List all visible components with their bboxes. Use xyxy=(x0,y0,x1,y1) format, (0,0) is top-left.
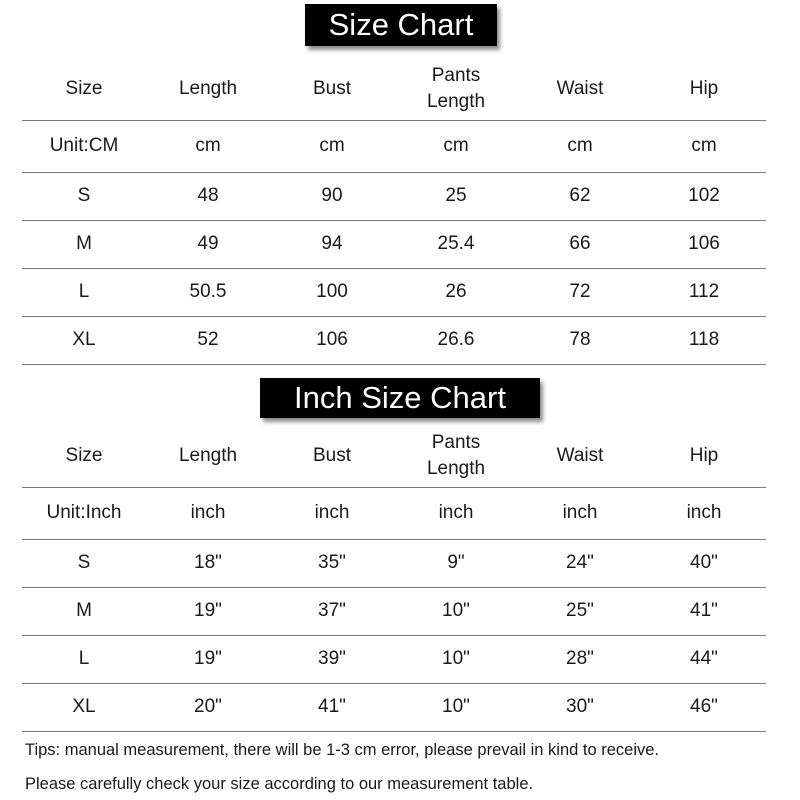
table-cell: 18" xyxy=(146,539,270,587)
size-cell: L xyxy=(22,635,146,683)
table-cell: 78 xyxy=(518,316,642,364)
tip-measurement-error: Tips: manual measurement, there will be 1-3 cm error, please prevail in kind to receive. xyxy=(25,741,660,759)
header-pants-length-text: Pants Length xyxy=(426,64,486,112)
table-cell: 44" xyxy=(642,635,766,683)
table-cell: 19" xyxy=(146,587,270,635)
table-cell: 25.4 xyxy=(394,220,518,268)
unit-cell: Unit:CM xyxy=(22,120,146,172)
size-cell: M xyxy=(22,220,146,268)
table-cell: 106 xyxy=(642,220,766,268)
inch-size-table xyxy=(22,425,766,732)
size-cell: M xyxy=(22,587,146,635)
table-cell: 10" xyxy=(394,635,518,683)
table-cell: 94 xyxy=(270,220,394,268)
size-cell: XL xyxy=(22,316,146,364)
unit-cell: cm xyxy=(270,120,394,172)
table-cell: 66 xyxy=(518,220,642,268)
header-size: Size xyxy=(22,58,146,120)
header-size: Size xyxy=(22,425,146,487)
unit-cell: inch xyxy=(146,487,270,539)
size-cell: XL xyxy=(22,683,146,731)
unit-cell: cm xyxy=(146,120,270,172)
table-cell: 50.5 xyxy=(146,268,270,316)
table-cell: 19" xyxy=(146,635,270,683)
table-cell: 39" xyxy=(270,635,394,683)
table-cell: 46" xyxy=(642,683,766,731)
unit-row xyxy=(22,487,766,539)
unit-cell: inch xyxy=(518,487,642,539)
table-cell: 90 xyxy=(270,172,394,220)
table-cell: 25" xyxy=(518,587,642,635)
table-cell: 20" xyxy=(146,683,270,731)
table-cell: 9" xyxy=(394,539,518,587)
unit-cell: Unit:Inch xyxy=(22,487,146,539)
unit-cell: cm xyxy=(394,120,518,172)
table-row xyxy=(22,172,766,220)
size-cell: S xyxy=(22,539,146,587)
table-row xyxy=(22,220,766,268)
table-cell: 37" xyxy=(270,587,394,635)
header-pants-length-text: Pants Length xyxy=(426,431,486,479)
unit-cell: cm xyxy=(518,120,642,172)
table-row xyxy=(22,587,766,635)
table-cell: 112 xyxy=(642,268,766,316)
table-cell: 41" xyxy=(642,587,766,635)
header-length: Length xyxy=(146,58,270,120)
header-row xyxy=(22,425,766,487)
header-hip: Hip xyxy=(642,425,766,487)
table-cell: 48 xyxy=(146,172,270,220)
table-row xyxy=(22,316,766,364)
size-cell: S xyxy=(22,172,146,220)
table-cell: 24" xyxy=(518,539,642,587)
header-bust: Bust xyxy=(270,58,394,120)
table-cell: 118 xyxy=(642,316,766,364)
header-waist: Waist xyxy=(518,425,642,487)
table-cell: 106 xyxy=(270,316,394,364)
unit-cell: inch xyxy=(394,487,518,539)
table-cell: 10" xyxy=(394,587,518,635)
table-row xyxy=(22,268,766,316)
table-cell: 35" xyxy=(270,539,394,587)
size-cell: L xyxy=(22,268,146,316)
unit-cell: inch xyxy=(642,487,766,539)
table-row xyxy=(22,635,766,683)
tip-check-size: Please carefully check your size according to our measurement table. xyxy=(25,775,534,793)
table-cell: 28" xyxy=(518,635,642,683)
table-cell: 41" xyxy=(270,683,394,731)
table-cell: 62 xyxy=(518,172,642,220)
table-cell: 26.6 xyxy=(394,316,518,364)
table-cell: 72 xyxy=(518,268,642,316)
header-waist: Waist xyxy=(518,58,642,120)
table-row xyxy=(22,683,766,731)
table-row xyxy=(22,539,766,587)
table-cell: 10" xyxy=(394,683,518,731)
header-hip: Hip xyxy=(642,58,766,120)
table-cell: 49 xyxy=(146,220,270,268)
table-cell: 25 xyxy=(394,172,518,220)
table-cell: 52 xyxy=(146,316,270,364)
unit-row xyxy=(22,120,766,172)
header-bust: Bust xyxy=(270,425,394,487)
table-cell: 40" xyxy=(642,539,766,587)
header-row xyxy=(22,58,766,120)
table-cell: 30" xyxy=(518,683,642,731)
cm-size-table xyxy=(22,58,766,365)
header-length: Length xyxy=(146,425,270,487)
table-cell: 100 xyxy=(270,268,394,316)
inch-chart-title: Inch Size Chart xyxy=(260,378,540,418)
header-pants-length xyxy=(394,58,518,120)
table-cell: 102 xyxy=(642,172,766,220)
header-pants-length xyxy=(394,425,518,487)
unit-cell: cm xyxy=(642,120,766,172)
unit-cell: inch xyxy=(270,487,394,539)
cm-chart-title: Size Chart xyxy=(305,4,497,46)
table-cell: 26 xyxy=(394,268,518,316)
